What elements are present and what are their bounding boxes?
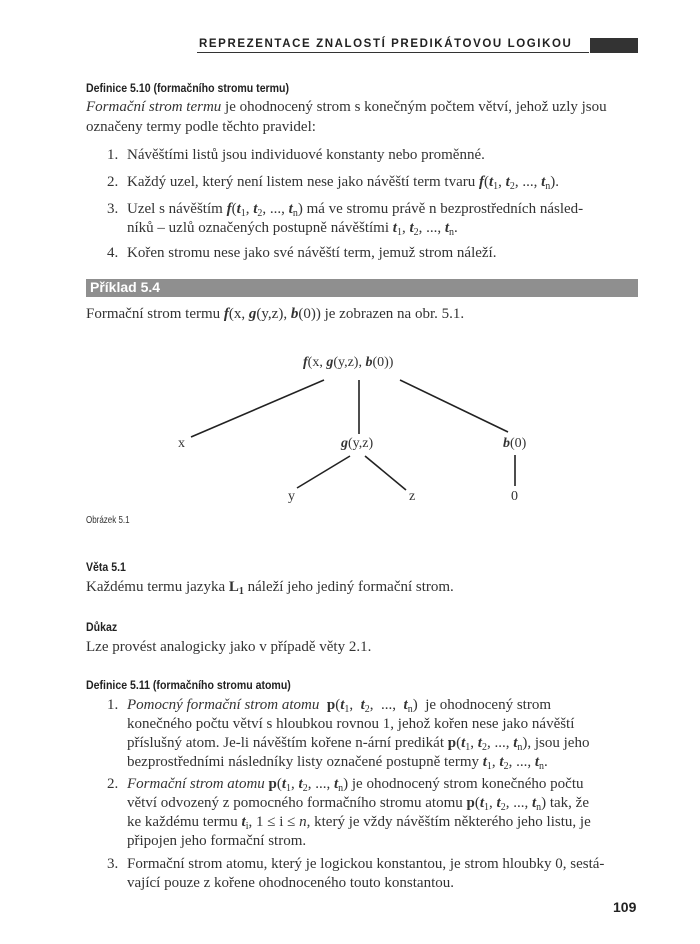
list-item-text: ke každému termu bbox=[127, 814, 242, 830]
example-text: Formační strom termu f(x, g(y,z), b(0)) je zobrazen na obr. 5.1. bbox=[86, 306, 465, 322]
example-text-after: je zobrazen na obr. 5.1. bbox=[320, 306, 465, 322]
example-label: Příklad 5.4 bbox=[90, 279, 161, 295]
list-item-text: větví odvozený z pomocného formačního stromu atomu bbox=[127, 795, 467, 811]
tree-node-z: z bbox=[409, 489, 416, 504]
term-italic: Formační strom termu bbox=[86, 99, 222, 115]
running-header bbox=[199, 38, 639, 54]
theorem-heading: Věta 5.1 bbox=[86, 560, 126, 574]
list-item-continuation: konečného počtu větví s hloubkou rovnou 1, jehož kořen nese jako návěští bbox=[127, 716, 575, 732]
definition-5-10-intro-line2: označeny termy podle těchto pravidel: bbox=[86, 119, 316, 135]
list-item-continuation: ke každému termu $t_i$, 1 ≤ i ≤ n, který je vždy návěštím některého jeho listu, je bbox=[127, 814, 591, 832]
header-rule bbox=[197, 52, 589, 53]
list-number: 2. bbox=[107, 174, 119, 190]
example-bar bbox=[86, 279, 638, 297]
term-italic: Pomocný formační strom atomu bbox=[127, 697, 320, 713]
definition-5-10-heading: Definice 5.10 (formačního stromu termu) bbox=[86, 81, 290, 95]
language-symbol: L bbox=[228, 579, 239, 595]
proof-text: Lze provést analogicky jako v případě věty 2.1. bbox=[86, 639, 372, 655]
theorem-text-before: Každému termu jazyka bbox=[86, 579, 229, 595]
list-item-text: je ohodnocený strom konečného počtu bbox=[348, 776, 584, 792]
list-item: Formační strom atomu, který je logickou konstantou, je strom hloubky 0, sestá- bbox=[127, 856, 605, 872]
list-number: 4. bbox=[107, 245, 119, 261]
language-subscript: 1 bbox=[238, 586, 244, 597]
definition-5-10-intro bbox=[86, 99, 607, 116]
definition-5-11-heading: Definice 5.11 (formačního stromu atomu) bbox=[86, 678, 291, 692]
list-number: 2. bbox=[107, 776, 119, 792]
tree-node-zero: 0 bbox=[511, 489, 518, 504]
edge-g-z bbox=[365, 456, 406, 490]
edge-g-y bbox=[297, 456, 350, 488]
list-item-text: , jsou jeho bbox=[527, 735, 590, 751]
list-item-text: tak, že bbox=[546, 795, 589, 811]
list-item: Každý uzel, který není listem nese jako návěští term tvaru $f(t_1$, $t_2$, ..., $t_n$). bbox=[127, 174, 559, 192]
tree-node-y: y bbox=[288, 489, 295, 504]
header-block bbox=[590, 38, 638, 53]
list-item-continuation: bezprostředními následníky listy označené postupně termy $t_1$, $t_2$, ..., $t_n$. bbox=[127, 754, 548, 772]
list-item-text: Uzel s návěštím bbox=[127, 201, 227, 217]
list-item-text: níků – uzlů označených postupně návěštími bbox=[127, 220, 393, 236]
tree-node-x: x bbox=[178, 436, 185, 451]
list-number: 1. bbox=[107, 147, 119, 163]
list-item-text: je ohodnocený strom bbox=[425, 697, 552, 713]
list-item-text: Každý uzel, který není listem nese jako návěští term tvaru bbox=[127, 174, 479, 190]
list-item: Pomocný formační strom atomu $p(t_1$, $t_2$, ..., $t_n$) je ohodnocený strom bbox=[127, 697, 552, 715]
edge-root-x bbox=[191, 380, 324, 437]
tree-node-b: b(0) bbox=[503, 436, 527, 451]
list-item-continuation: připojen jeho formační strom. bbox=[127, 833, 307, 849]
list-number: 1. bbox=[107, 697, 119, 713]
example-text-before: Formační strom termu bbox=[86, 306, 224, 322]
list-item-text: bezprostředními následníky listy označené postupně termy bbox=[127, 754, 483, 770]
list-item: Formační strom atomu $p(t_1$, $t_2$, ..., $t_n$) je ohodnocený strom konečného počtu bbox=[127, 776, 584, 794]
tree-node-root: f(x, g(y,z), b(0)) bbox=[303, 355, 394, 370]
intro-text: je ohodnocený strom s konečným počtem větví, jehož uzly jsou bbox=[221, 99, 607, 115]
list-item-text: příslušný atom. Je-li návěštím kořene n-ární predikát bbox=[127, 735, 444, 751]
running-header-title: REPREZENTACE ZNALOSTÍ PREDIKÁTOVOU LOGIKOU bbox=[199, 38, 573, 50]
list-item-continuation: větví odvozený z pomocného formačního stromu atomu $p(t_1$, $t_2$, ..., $t_n$) tak, že bbox=[127, 795, 589, 813]
list-item-continuation: níků – uzlů označených postupně návěštími $t_1$, $t_2$, ..., $t_n$. bbox=[127, 220, 458, 238]
list-item-text: , 1 ≤ i ≤ bbox=[248, 814, 300, 830]
list-item-continuation: příslušný atom. Je-li návěštím kořene n-ární predikát $p(t_1$, $t_2$, ..., $t_n$), jsou jeho bbox=[127, 735, 590, 753]
proof-heading: Důkaz bbox=[86, 620, 118, 634]
list-item-text: má ve stromu právě n bezprostředních násled- bbox=[302, 201, 584, 217]
list-number: 3. bbox=[107, 201, 119, 217]
figure-caption: Obrázek 5.1 bbox=[86, 515, 130, 526]
edge-root-b bbox=[400, 380, 508, 432]
list-item: Uzel s návěštím $f(t_1$, $t_2$, ..., $t_n$) má ve stromu právě n bezprostředních násled- bbox=[127, 201, 584, 219]
list-item: Návěštími listů jsou individuové konstanty nebo proměnné. bbox=[127, 147, 485, 163]
term-italic: Formační strom atomu bbox=[127, 776, 265, 792]
list-item-continuation: vající pouze z kořene ohodnoceného touto konstantou. bbox=[127, 875, 454, 891]
list-item-text: , který je vždy návěštím některého jeho listu, je bbox=[306, 814, 591, 830]
tree-node-g: g(y,z) bbox=[341, 436, 374, 451]
list-item: Kořen stromu nese jako své návěští term, jemuž strom náleží. bbox=[127, 245, 497, 261]
theorem-text-after: náleží jeho jediný formační strom. bbox=[243, 579, 454, 595]
theorem-text bbox=[86, 579, 454, 596]
list-number: 3. bbox=[107, 856, 119, 872]
page-number: 109 bbox=[613, 899, 637, 915]
